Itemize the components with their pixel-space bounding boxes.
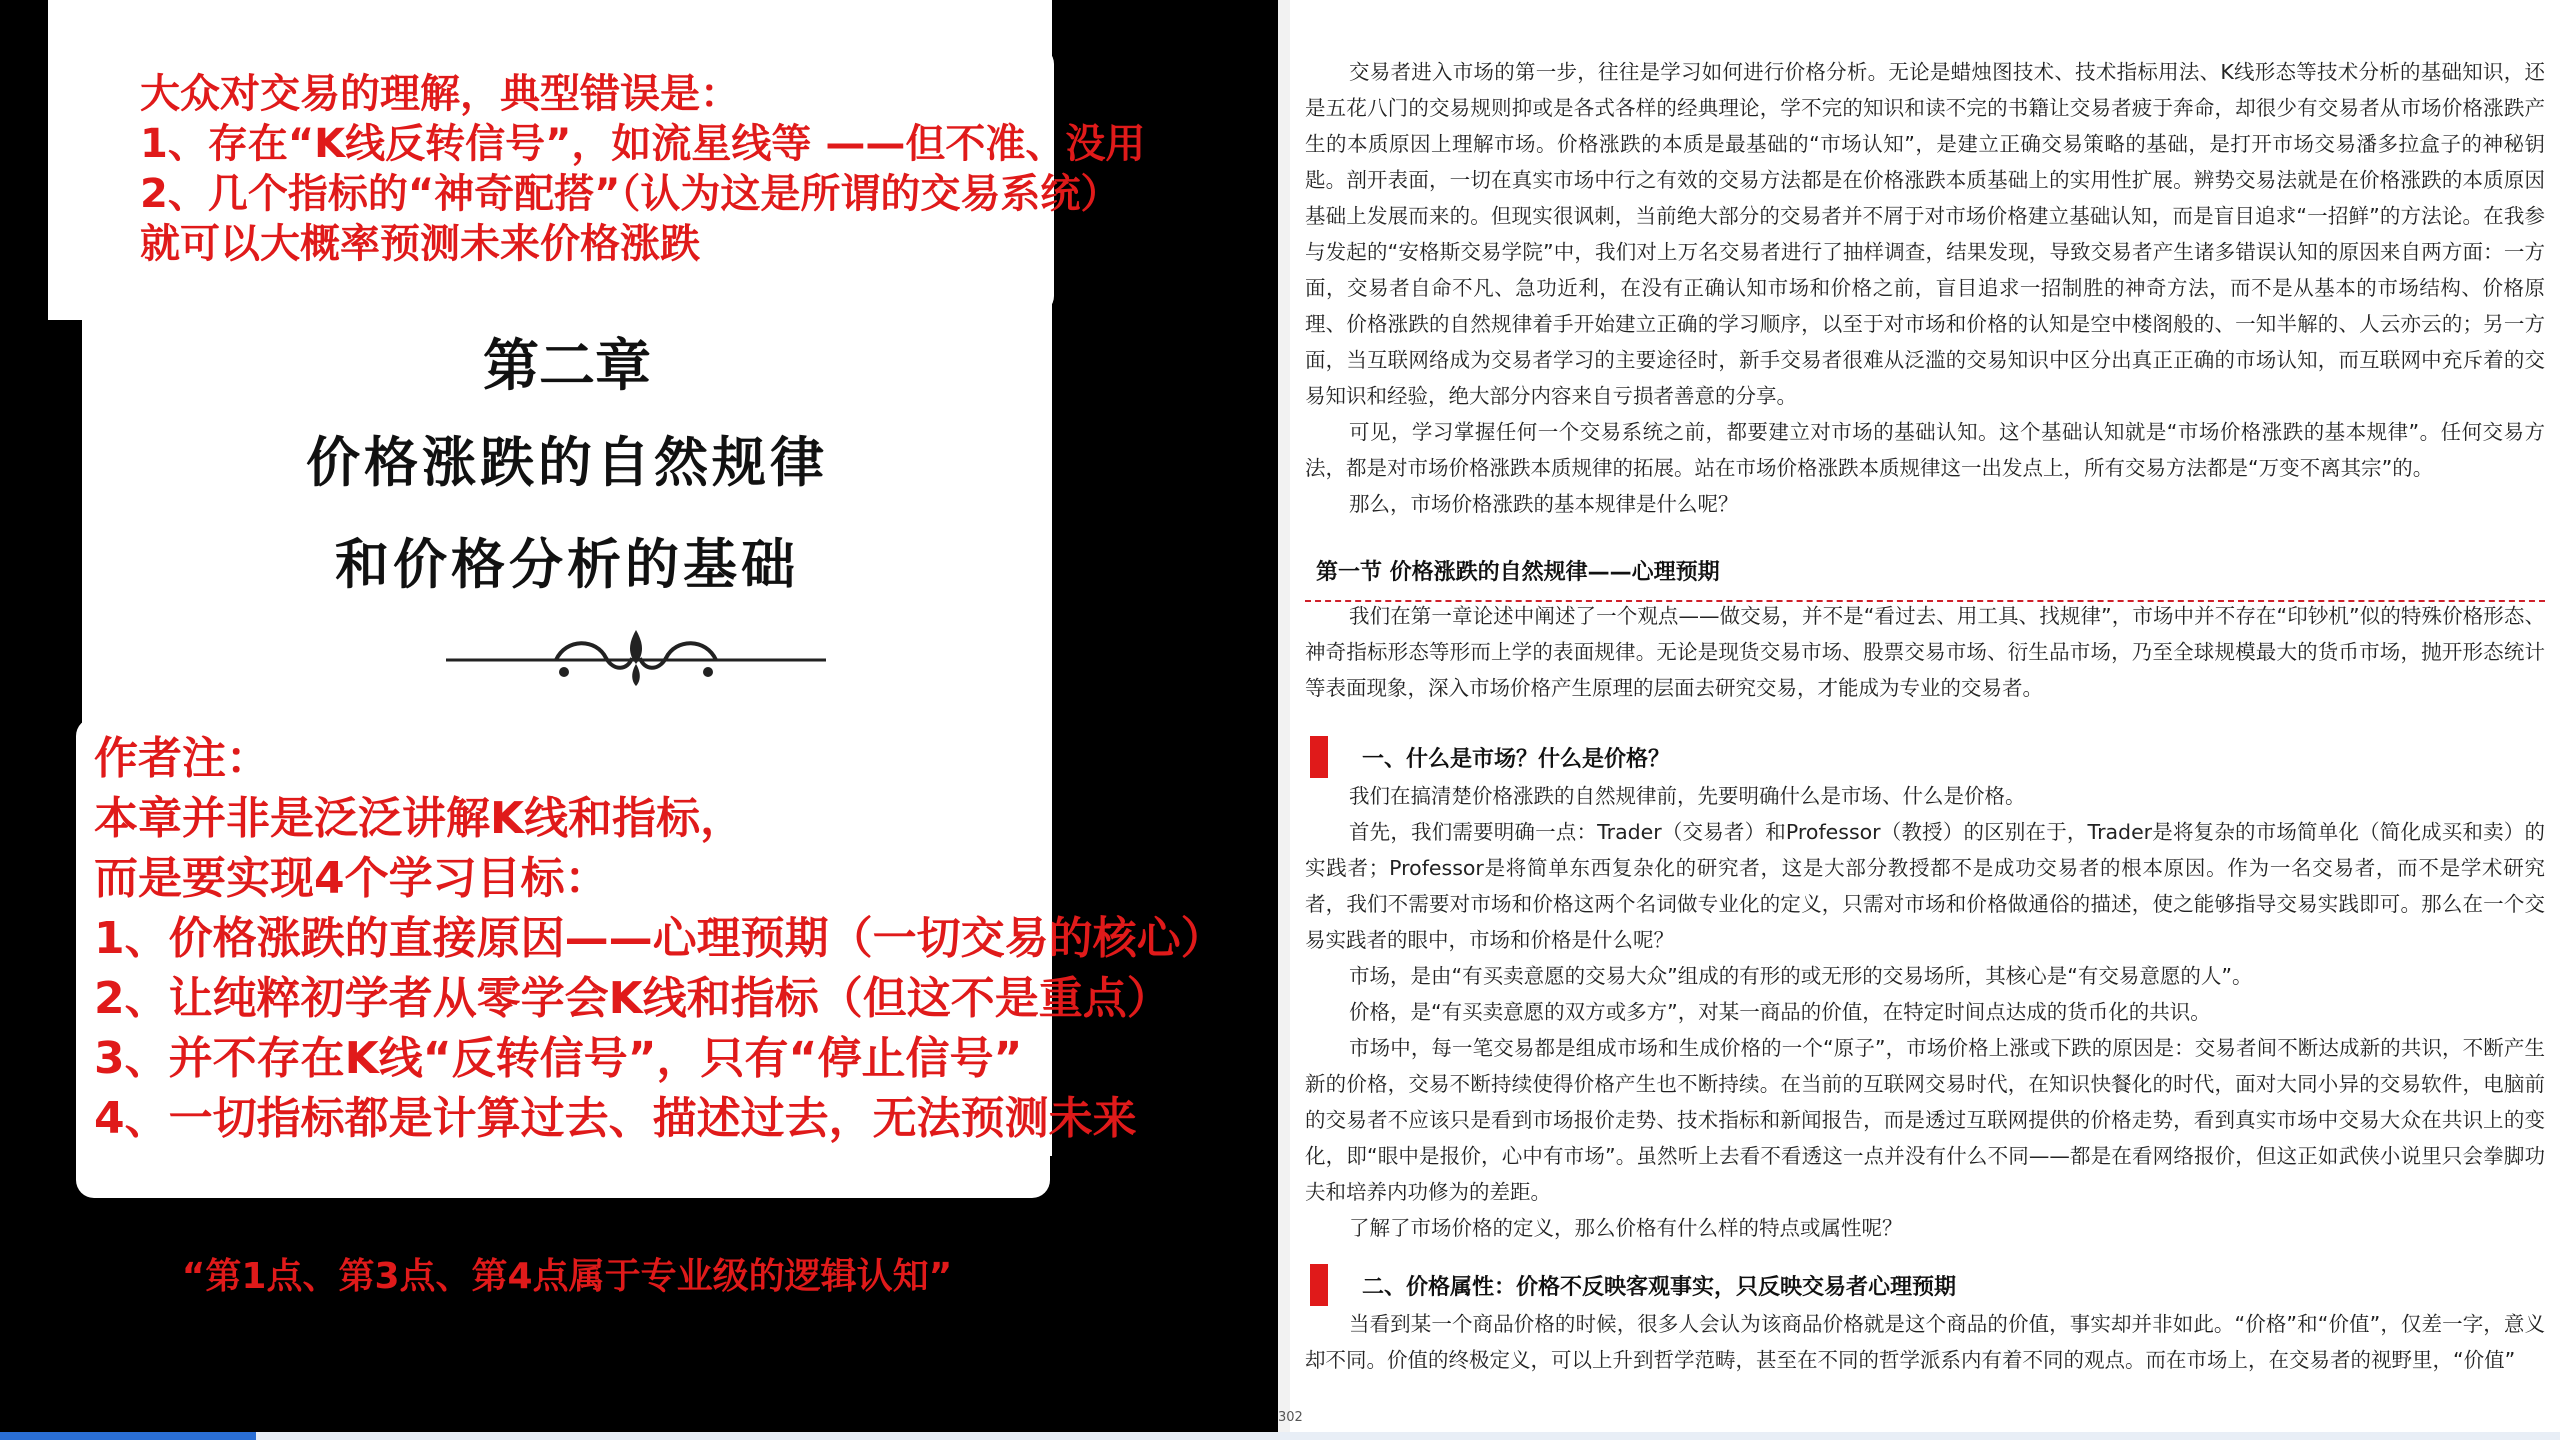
author-note-heading: 作者注： xyxy=(94,733,270,784)
paragraph: 市场中，每一笔交易都是组成市场和生成价格的一个“原子”，市场价格上涨或下跌的原因是：交易者间不断达成新的共识，不断产生新的价格，交易不断持续使得价格产生也不断持续。在当前的互联网交易时代，在知识快餐化的时代，面对大同小异的交易软件，电脑前的交易者不应该只是看到市场报价走势、技术指标和新闻报告，而是透过互联网提供的价格走势，看到真实市场中交易大众在共识上的变化，即“眼中是报价，心中有市场”。虽然听上去看不看透这一点并没有什么不同——都是在看网络报价，但这正如武侠小说里只会拳脚功夫和培养内功修为的差距。 xyxy=(1305,1036,2545,1204)
paragraph: 市场，是由“有买卖意愿的交易大众”组成的有形的或无形的交易场所，其核心是“有交易意愿的人”。 xyxy=(1349,964,2253,988)
paragraph: 那么，市场价格涨跌的基本规律是什么呢？ xyxy=(1349,492,1739,516)
misconception-box xyxy=(56,46,1146,314)
ornament-divider-icon xyxy=(446,620,826,690)
author-note-line-1: 本章并非是泛泛讲解K线和指标， xyxy=(94,793,745,844)
paragraph: 可见，学习掌握任何一个交易系统之前，都要建立对市场的基础认知。这个基础认知就是“市场价格涨跌的基本规律”。任何交易方法，都是对市场价格涨跌本质规律的拓展。站在市场价格涨跌本质规律这一出发点上，所有交易方法都是“万变不离其宗”的。 xyxy=(1305,420,2545,480)
learning-goal-2: 2、让纯粹初学者从零学会K线和指标（但这不是重点） xyxy=(94,973,1171,1024)
subheading-marker-icon xyxy=(1310,1264,1328,1306)
paragraph: 交易者进入市场的第一步，往往是学习如何进行价格分析。无论是蜡烛图技术、技术指标用法、K线形态等技术分析的基础知识，还是五花八门的交易规则抑或是各式各样的经典理论，学不完的知识和读不完的书籍让交易者疲于奔命，却很少有交易者从市场价格涨跌产生的本质原因上理解市场。价格涨跌的本质是最基础的“市场认知”，是建立正确交易策略的基础，是打开市场交易潘多拉盒子的神秘钥匙。剖开表面，一切在真实市场中行之有效的交易方法都是在价格涨跌本质基础上的实用性扩展。辨势交易法就是在价格涨跌的本质原因基础上发展而来的。但现实很讽刺，当前绝大部分的交易者并不屑于对市场价格建立基础认知，而是盲目追求“一招鲜”的方法论。在我参与发起的“安格斯交易学院”中，我们对上万名交易者进行了抽样调查，结果发现，导致交易者产生诸多错误认知的原因来自两方面：一方面，交易者自命不凡、急功近利，在没有正确认知市场和价格之前，盲目追求一招制胜的神奇方法，而不是从基本的市场结构、价格原理、价格涨跌的自然规律着手开始建立正确的学习顺序，以至于对市场和价格的认知是空中楼阁般的、一知半解的、人云亦云的；另一方面，当互联网络成为交易者学习的主要途径时，新手交易者很难从泛滥的交易知识中区分出真正正确的市场认知，而互联网中充斥着的交易知识和经验，绝大部分内容来自亏损者善意的分享。 xyxy=(1305,60,2545,408)
professional-logic-quote: “第1点、第3点、第4点属于专业级的逻辑认知” xyxy=(181,1256,953,1297)
subheading-marker-icon xyxy=(1310,736,1328,778)
paragraph: 首先，我们需要明确一点：Trader（交易者）和Professor（教授）的区别在于，Trader是将复杂的市场简单化（简化成买和卖）的实践者；Professor是将简单东西复杂化的研究者，这是大部分教授都不是成功交易者的根本原因。作为一名交易者，而不是学术研究者，我们不需要对市场和价格这两个名词做专业化的定义，只需对市场和价格做通俗的描述，使之能够指导交易实践即可。那么在一个交易实践者的眼中，市场和价格是什么呢？ xyxy=(1305,820,2545,952)
learning-goal-1: 1、价格涨跌的直接原因——心理预期（一切交易的核心） xyxy=(94,913,1225,964)
paragraph: 价格，是“有买卖意愿的双方或多方”，对某一商品的价值，在特定时间点达成的货币化的共识。 xyxy=(1349,1000,2211,1024)
page-number: 302 xyxy=(1278,1410,1303,1425)
paragraph: 我们在搞清楚价格涨跌的自然规律前，先要明确什么是市场、什么是价格。 xyxy=(1349,784,2026,808)
section-intro-text xyxy=(1305,598,2545,706)
paragraph: 我们在第一章论述中阐述了一个观点——做交易，并不是“看过去、用工具、找规律”，市场中并不存在“印钞机”似的特殊价格形态、神奇指标形态等形而上学的表面规律。无论是现货交易市场、股票交易市场、衍生品市场，乃至全球规模最大的货币市场，抛开形态统计等表面现象，深入市场价格产生原理的层面去研究交易，才能成为专业的交易者。 xyxy=(1305,604,2545,700)
misconception-item-2: 2、几个指标的“神奇配搭”（认为这是所谓的交易系统） xyxy=(140,171,1121,217)
author-note-line-2: 而是要实现4个学习目标： xyxy=(94,853,609,904)
learning-goal-4: 4、一切指标都是计算过去、描述过去，无法预测未来 xyxy=(94,1093,1137,1144)
reading-progress-fill xyxy=(0,1432,256,1440)
misconception-conclusion: 就可以大概率预测未来价格涨跌 xyxy=(140,221,700,267)
chapter-title-line-1: 价格涨跌的自然规律 xyxy=(306,430,828,494)
section-heading: 第一节 价格涨跌的自然规律——心理预期 xyxy=(1316,560,1720,585)
intro-text xyxy=(1305,54,2545,522)
chapter-title-line-2: 和价格分析的基础 xyxy=(335,532,799,596)
author-note-box xyxy=(76,718,1225,1198)
learning-goal-3: 3、并不存在K线“反转信号”，只有“停止信号” xyxy=(94,1033,1023,1084)
subheading: 一、什么是市场？什么是价格？ xyxy=(1362,747,1671,772)
misconception-item-1: 1、存在“K线反转信号”，如流星线等 ——但不准、没用 xyxy=(140,121,1146,167)
market-price-text xyxy=(1305,778,2545,1246)
price-attribute-text xyxy=(1305,1306,2545,1378)
reading-progress-bar[interactable] xyxy=(0,1432,2560,1440)
pane-divider[interactable] xyxy=(1278,0,1290,1440)
paragraph: 当看到某一个商品价格的时候，很多人会认为该商品价格就是这个商品的价值，事实却并非如此。“价格”和“价值”，仅差一字，意义却不同。价值的终极定义，可以上升到哲学范畴，甚至在不同的哲学派系内有着不同的观点。而在市场上，在交易者的视野里，“价值” xyxy=(1305,1312,2545,1372)
misconception-heading: 大众对交易的理解，典型错误是： xyxy=(140,71,740,117)
subheading: 二、价格属性：价格不反映客观事实，只反映交易者心理预期 xyxy=(1362,1275,1957,1300)
chapter-number: 第二章 xyxy=(483,333,651,399)
paragraph: 了解了市场价格的定义，那么价格有什么样的特点或属性呢？ xyxy=(1349,1216,1903,1240)
